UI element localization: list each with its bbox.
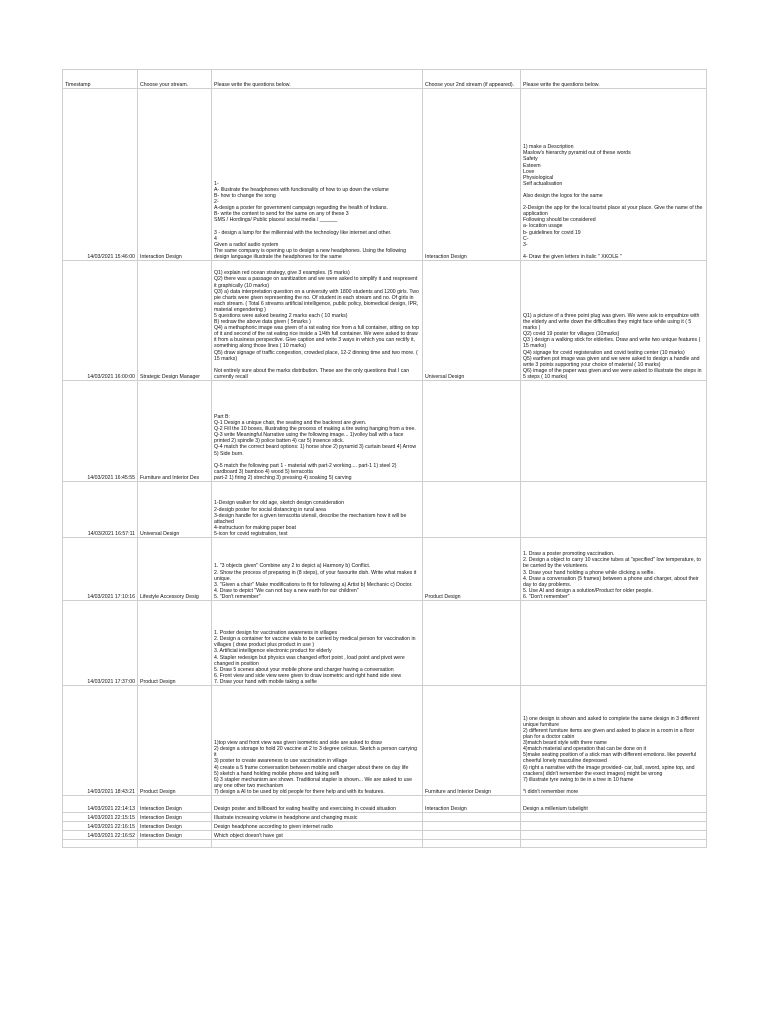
questions-cell: 1- A- Illustrate the headphones with functionality of how to up down the volume B- how to change the song 2- A-design a poster for government campaign regarding the health of Indians. B- write the content to send for the same on any of these 3 SMS / Hordings/ Public places/ social media / ______ 3 - design a lamp for the millennial with the technology like internet and other. 4 Given a radio/ audio system The same company is opening up to design a new headphones. Using the following design language illustrate the headphones for the same [212, 89, 423, 261]
questions-cell: Illustrate increasing volume in headphone and changing music [212, 813, 423, 822]
stream2-cell: Product Design [423, 538, 521, 601]
table-row [63, 89, 707, 261]
timestamp-cell: 14/03/2021 17:37:00 [63, 601, 138, 686]
stream-cell: Interaction Design [138, 796, 212, 813]
header-questions-2: Please write the questions below. [521, 70, 707, 89]
questions-cell: 1)top view and front view was given isometric and side are asked to draw 2) design a storage to hold 20 vaccine at 2 to 3 degree celcius. Sketch a person carrying it 3) poster to create awareness to use vaccination in village 4) create a 5 frame conversation between mobile and charger about there on day life 5) sketch a hand holding mobile phone and taking selfi 6) 3 stapler mechanism are shown. Traditional stapler is shown... We are asked to use any one other two mechanism 7) design a AI to be used by old people for there help and with its features. [212, 686, 423, 796]
empty-cell [521, 840, 707, 848]
stream2-cell [423, 822, 521, 831]
table-row [63, 601, 707, 686]
stream-cell: Product Design [138, 601, 212, 686]
questions-cell: 1. "3 objects given" Combine any 2 to depict a) Harmony b) Conflict. 2. Show the process of preparing in (8 steps), of your favourite dish. Write what makes it unique. 3. "Given a chair" Make modifications to fit for following a) Artist b) Mechanic c) Doctor. 4. Draw to depict "We can not buy a new earth for our children" 5. "Don't remember" [212, 538, 423, 601]
empty-cell [138, 840, 212, 848]
timestamp-cell: 14/03/2021 22:16:52 [63, 831, 138, 840]
header-stream: Choose your stream. [138, 70, 212, 89]
questions2-cell [521, 822, 707, 831]
stream2-cell [423, 831, 521, 840]
table-row [63, 796, 707, 813]
questions-cell: Part B: Q-1 Design a unique chair, the seating and the backrest are given. Q-2 Fill the 10 boxes, illustrating the process of making a tire swing hanging from a tree. Q-3 write Meaningful Narrative using the following image... 1)volley ball with a face printed 2) spindle 3) police batten 4) car 5) insence stick. Q-4 match the correct beard options: 1) horse shoe 2) pyramid 3) curtain beard 4) Arrow 5) Side burn. Q-5 match the following part 1 - material with part-2 working.... part-1 1) steel 2) cardboard 3) bamboo 4) wood 5) terracotta part-2 1) firing 2) streching 3) pressing 4) soaking 5) carving [212, 381, 423, 482]
questions-cell: 1-Design walker for old age, sketch design consideration 2-desigb poster for social distancing in rural area 3-design handle for a given terracotta utensil, describe the mechanism how it will be attached 4-instructuon for making paper boat 5-icon for covid registration, test [212, 482, 423, 538]
stream2-cell: Interaction Design [423, 89, 521, 261]
stream-cell: Interaction Design [138, 89, 212, 261]
table-row [63, 686, 707, 796]
questions-cell: Design headphone according to given internet radio [212, 822, 423, 831]
stream2-cell: Furniture and Interior Design [423, 686, 521, 796]
questions2-cell: Q1) a picture of a three point plug was given. We were ask to empathize with the elderly and write down the difficulties they might face while using it ( 5 marks ) Q2) covid 19 poster for villages (10marks) Q3 ) design a walking stick for elderlies. Draw and write two unique features ( 15 marks) Q4) signage for covid registeration and covid testing center (10 marks) Q5) earthen pot image was given and we were asked to design a handle and write 3 points supporting your choice of material ( 10 marks) Q6) image of the paper was given and we were asked to illustrate the steps in 5 steps ( 10 marks) [521, 261, 707, 381]
stream2-cell: Interaction Design [423, 796, 521, 813]
timestamp-cell: 14/03/2021 22:14:13 [63, 796, 138, 813]
timestamp-cell: 14/03/2021 15:46:00 [63, 89, 138, 261]
responses-table [62, 69, 707, 848]
timestamp-cell: 14/03/2021 17:10:16 [63, 538, 138, 601]
stream2-cell: Universal Design [423, 261, 521, 381]
stream-cell: Furniture and Interior Des [138, 381, 212, 482]
table-row [63, 261, 707, 381]
header-row [63, 70, 707, 89]
timestamp-cell: 14/03/2021 22:16:15 [63, 822, 138, 831]
table-row [63, 538, 707, 601]
table-row [63, 381, 707, 482]
stream-cell: Universal Design [138, 482, 212, 538]
questions2-cell [521, 601, 707, 686]
questions2-cell [521, 482, 707, 538]
empty-row [63, 840, 707, 848]
questions2-cell: 1) one design is shown and asked to complete the same design in 3 different unique furniture 2) different furniture items are given and asked to place in a room in a floor plan for a doctor cabin 3)match beard style with there name 4)match material and operation that can be done on it 5)make seating position of a stick man with different emotions. like powerful cheerful lonely masculine depressed 6) right a narrative with the image provided- car, ball, sword, spine top, and crackers( didn't remember the exect images) might be wrong 7) illustrate tyre swing to tie in a tree in 10 frame *i didn't remember more [521, 686, 707, 796]
header-timestamp: Timestamp [63, 70, 138, 89]
stream2-cell [423, 813, 521, 822]
header-stream-2: Choose your 2nd stream (if appeared). [423, 70, 521, 89]
stream2-cell [423, 601, 521, 686]
questions2-cell: 1) make a Description Maslow's hierarchy pyramid out of these words Safety Esteem Love Physiological Self actualisation Also design the logos for the same 2-Design the app for the local tourist place at your place. Give the name of the application Following should be considered a- location usage b- guidelines for covid 19 C- 3- 4- Draw the given letters in italic " XKOLE " [521, 89, 707, 261]
stream-cell: Lifestyle Accessory Desig [138, 538, 212, 601]
stream-cell: Interaction Design [138, 831, 212, 840]
questions-cell: 1. Poster design for vaccination awareness in villages 2. Design a container for vaccine vials to be carried by medical person for vaccination in villages ( draw product plus product in use ) 3. Artificial intelligence electronic product for elderly 4. Stapler redesign but physics was changed effort point , load point and pivot were changed in position 5. Draw 5 scenes about your mobile phone and charger having a conversation 6. Front view and side view were given to draw isometric and right hand side view 7. Draw your hand with mobile taking a selfie [212, 601, 423, 686]
timestamp-cell: 14/03/2021 16:57:11 [63, 482, 138, 538]
table-row [63, 822, 707, 831]
table-body [63, 89, 707, 848]
stream-cell: Interaction Design [138, 813, 212, 822]
empty-cell [423, 840, 521, 848]
stream2-cell [423, 381, 521, 482]
empty-cell [63, 840, 138, 848]
timestamp-cell: 14/03/2021 18:43:21 [63, 686, 138, 796]
questions2-cell [521, 831, 707, 840]
stream2-cell [423, 482, 521, 538]
questions2-cell: 1. Draw a poster promoting vaccination. 2. Design a object to carry 10 vaccine tubes at "specified" low temperature, to be carried by the volunteers. 3. Draw your hand holding a phone while clicking a selfie. 4. Draw a conversation (5 frames) between a phone and charger, about their day to day problems. 5. Use AI and design a solution/Product for older people. 6. "Don't remember" [521, 538, 707, 601]
stream-cell: Interaction Design [138, 822, 212, 831]
timestamp-cell: 14/03/2021 22:15:15 [63, 813, 138, 822]
questions-cell: Which object doesn't have gst [212, 831, 423, 840]
empty-cell [212, 840, 423, 848]
questions-cell: Q1) explain red ocean strategy, give 3 examples. (5 marks) Q2) there was a passage on sanitization and we were asked to simplify it and respresent it graphically (10 marks) Q3) a) data interpretation question on a university with 1800 students and 1200 girls. Two pie charts were given representing the no. Of student in each stream and no. Of girls in each stream. ( Total 6 streams artificial intelligence, public policy, biomedical design, IPR, material engendering ) 5 questions were asked bearing 2 marks each ( 10 marks) B) redraw the above data given ( 5marks ) Q4) a methaphoric image was given of a rat eating rice from a full container, sitting on top of it and second of the rat eating rice inside a 1/4th full container. We were asked to draw it from a business perspective. Give caption and write 3 ways in which you can rectify it, something along those lines ( 10 marks) Q5) draw signage of traffic congestion, crowded place, 12-2 dinning time and two more. ( 15 marks) Not entirely sure about the marks distribution. These are the only questions that I can currently recall [212, 261, 423, 381]
timestamp-cell: 14/03/2021 16:45:55 [63, 381, 138, 482]
questions-cell: Design poster and billboard for eating healthy and exercising in covaid situation [212, 796, 423, 813]
header-questions: Please write the questions below. [212, 70, 423, 89]
questions2-cell: Design a millenium tubelight [521, 796, 707, 813]
table-row [63, 482, 707, 538]
questions2-cell [521, 381, 707, 482]
table-row [63, 831, 707, 840]
timestamp-cell: 14/03/2021 16:00:00 [63, 261, 138, 381]
stream-cell: Strategic Design Manager [138, 261, 212, 381]
questions2-cell [521, 813, 707, 822]
table-row [63, 813, 707, 822]
stream-cell: Product Design [138, 686, 212, 796]
